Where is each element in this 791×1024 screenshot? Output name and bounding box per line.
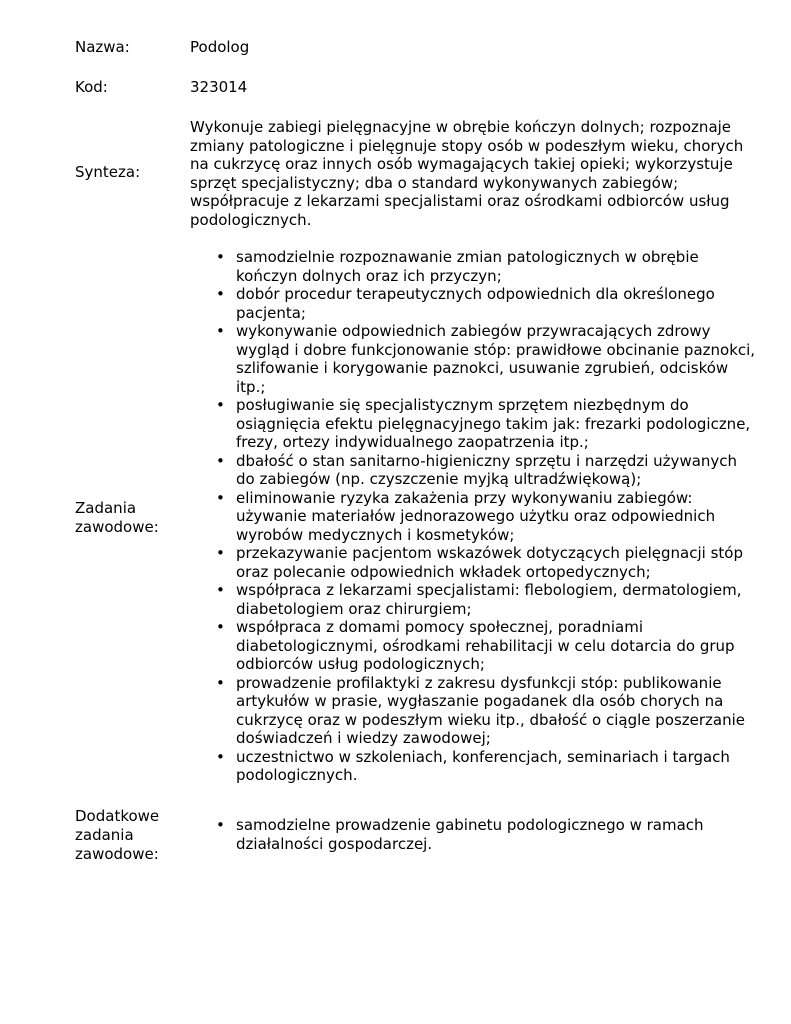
synthesis-label: Synteza: xyxy=(75,163,141,181)
task-item: • dbałość o stan sanitarno-higieniczny sprzętu i narzędzi używanych do zabiegów (np. czyszczenie myjką ultradźwiękową); xyxy=(236,452,756,489)
name-label: Nazwa: xyxy=(75,38,130,56)
task-item: • przekazywanie pacjentom wskazówek dotyczących pielęgnacji stóp oraz polecanie odpowiednich wkładek ortopedycznych; xyxy=(236,544,756,581)
extra-tasks-label: Dodatkowe zadania zawodowe: xyxy=(75,807,160,863)
task-item: • współpraca z domami pomocy społecznej, poradniami diabetologicznymi, ośrodkami rehabilitacji w celu dotarcia do grup odbiorców usług podologicznych; xyxy=(236,618,756,674)
task-item: • posługiwanie się specjalistycznym sprzętem niezbędnym do osiągnięcia efektu pielęgnacyjnego takim jak: frezarki podologiczne, frezy, ortezy indywidualnego zaopatrzenia itp.; xyxy=(236,396,756,452)
synthesis-text: Wykonuje zabiegi pielęgnacyjne w obrębie kończyn dolnych; rozpoznaje zmiany patologiczne i pielęgnuje stopy osób w podeszłym wieku, chorych na cukrzycę oraz innych osób wymagających takiej opieki; wykorzystuje sprzęt specjalistyczny; dba o standard wykonywanych zabiegów; współpracuje z lekarzami specjalistami oraz ośrodkami odbiorców usług podologicznych. xyxy=(190,118,744,229)
task-item: • wykonywanie odpowiednich zabiegów przywracających zdrowy wygląd i dobre funkcjonowanie stóp: prawidłowe obcinanie paznokci, szlifowanie i korygowanie paznokci, usuwanie zgrubień, odcisków itp.; xyxy=(236,322,756,396)
code-label: Kod: xyxy=(75,78,108,96)
name-value: Podolog xyxy=(190,38,250,56)
task-item: • prowadzenie profilaktyki z zakresu dysfunkcji stóp: publikowanie artykułów w prasie, wygłaszanie pogadanek dla osób chorych na cukrzycę oraz w podeszłym wieku itp., dbałość o ciągle poszerzanie doświadczeń i wiedzy zawodowej; xyxy=(236,674,756,748)
extra-task-item: • samodzielne prowadzenie gabinetu podologicznego w ramach działalności gospodarczej. xyxy=(236,816,756,853)
task-item: • samodzielnie rozpoznawanie zmian patologicznych w obrębie kończyn dolnych oraz ich przyczyn; xyxy=(236,248,756,285)
code-value: 323014 xyxy=(190,78,248,96)
extra-tasks-list xyxy=(236,816,756,853)
task-item: • uczestnictwo w szkoleniach, konferencjach, seminariach i targach podologicznych. xyxy=(236,748,756,785)
task-item: • eliminowanie ryzyka zakażenia przy wykonywaniu zabiegów: używanie materiałów jednorazowego użytku oraz odpowiednich wyrobów medycznych i kosmetyków; xyxy=(236,489,756,545)
task-item: • dobór procedur terapeutycznych odpowiednich dla określonego pacjenta; xyxy=(236,285,756,322)
tasks-list xyxy=(236,248,756,785)
tasks-label: Zadania zawodowe: xyxy=(75,499,159,536)
task-item: • współpraca z lekarzami specjalistami: flebologiem, dermatologiem, diabetologiem oraz chirurgiem; xyxy=(236,581,756,618)
